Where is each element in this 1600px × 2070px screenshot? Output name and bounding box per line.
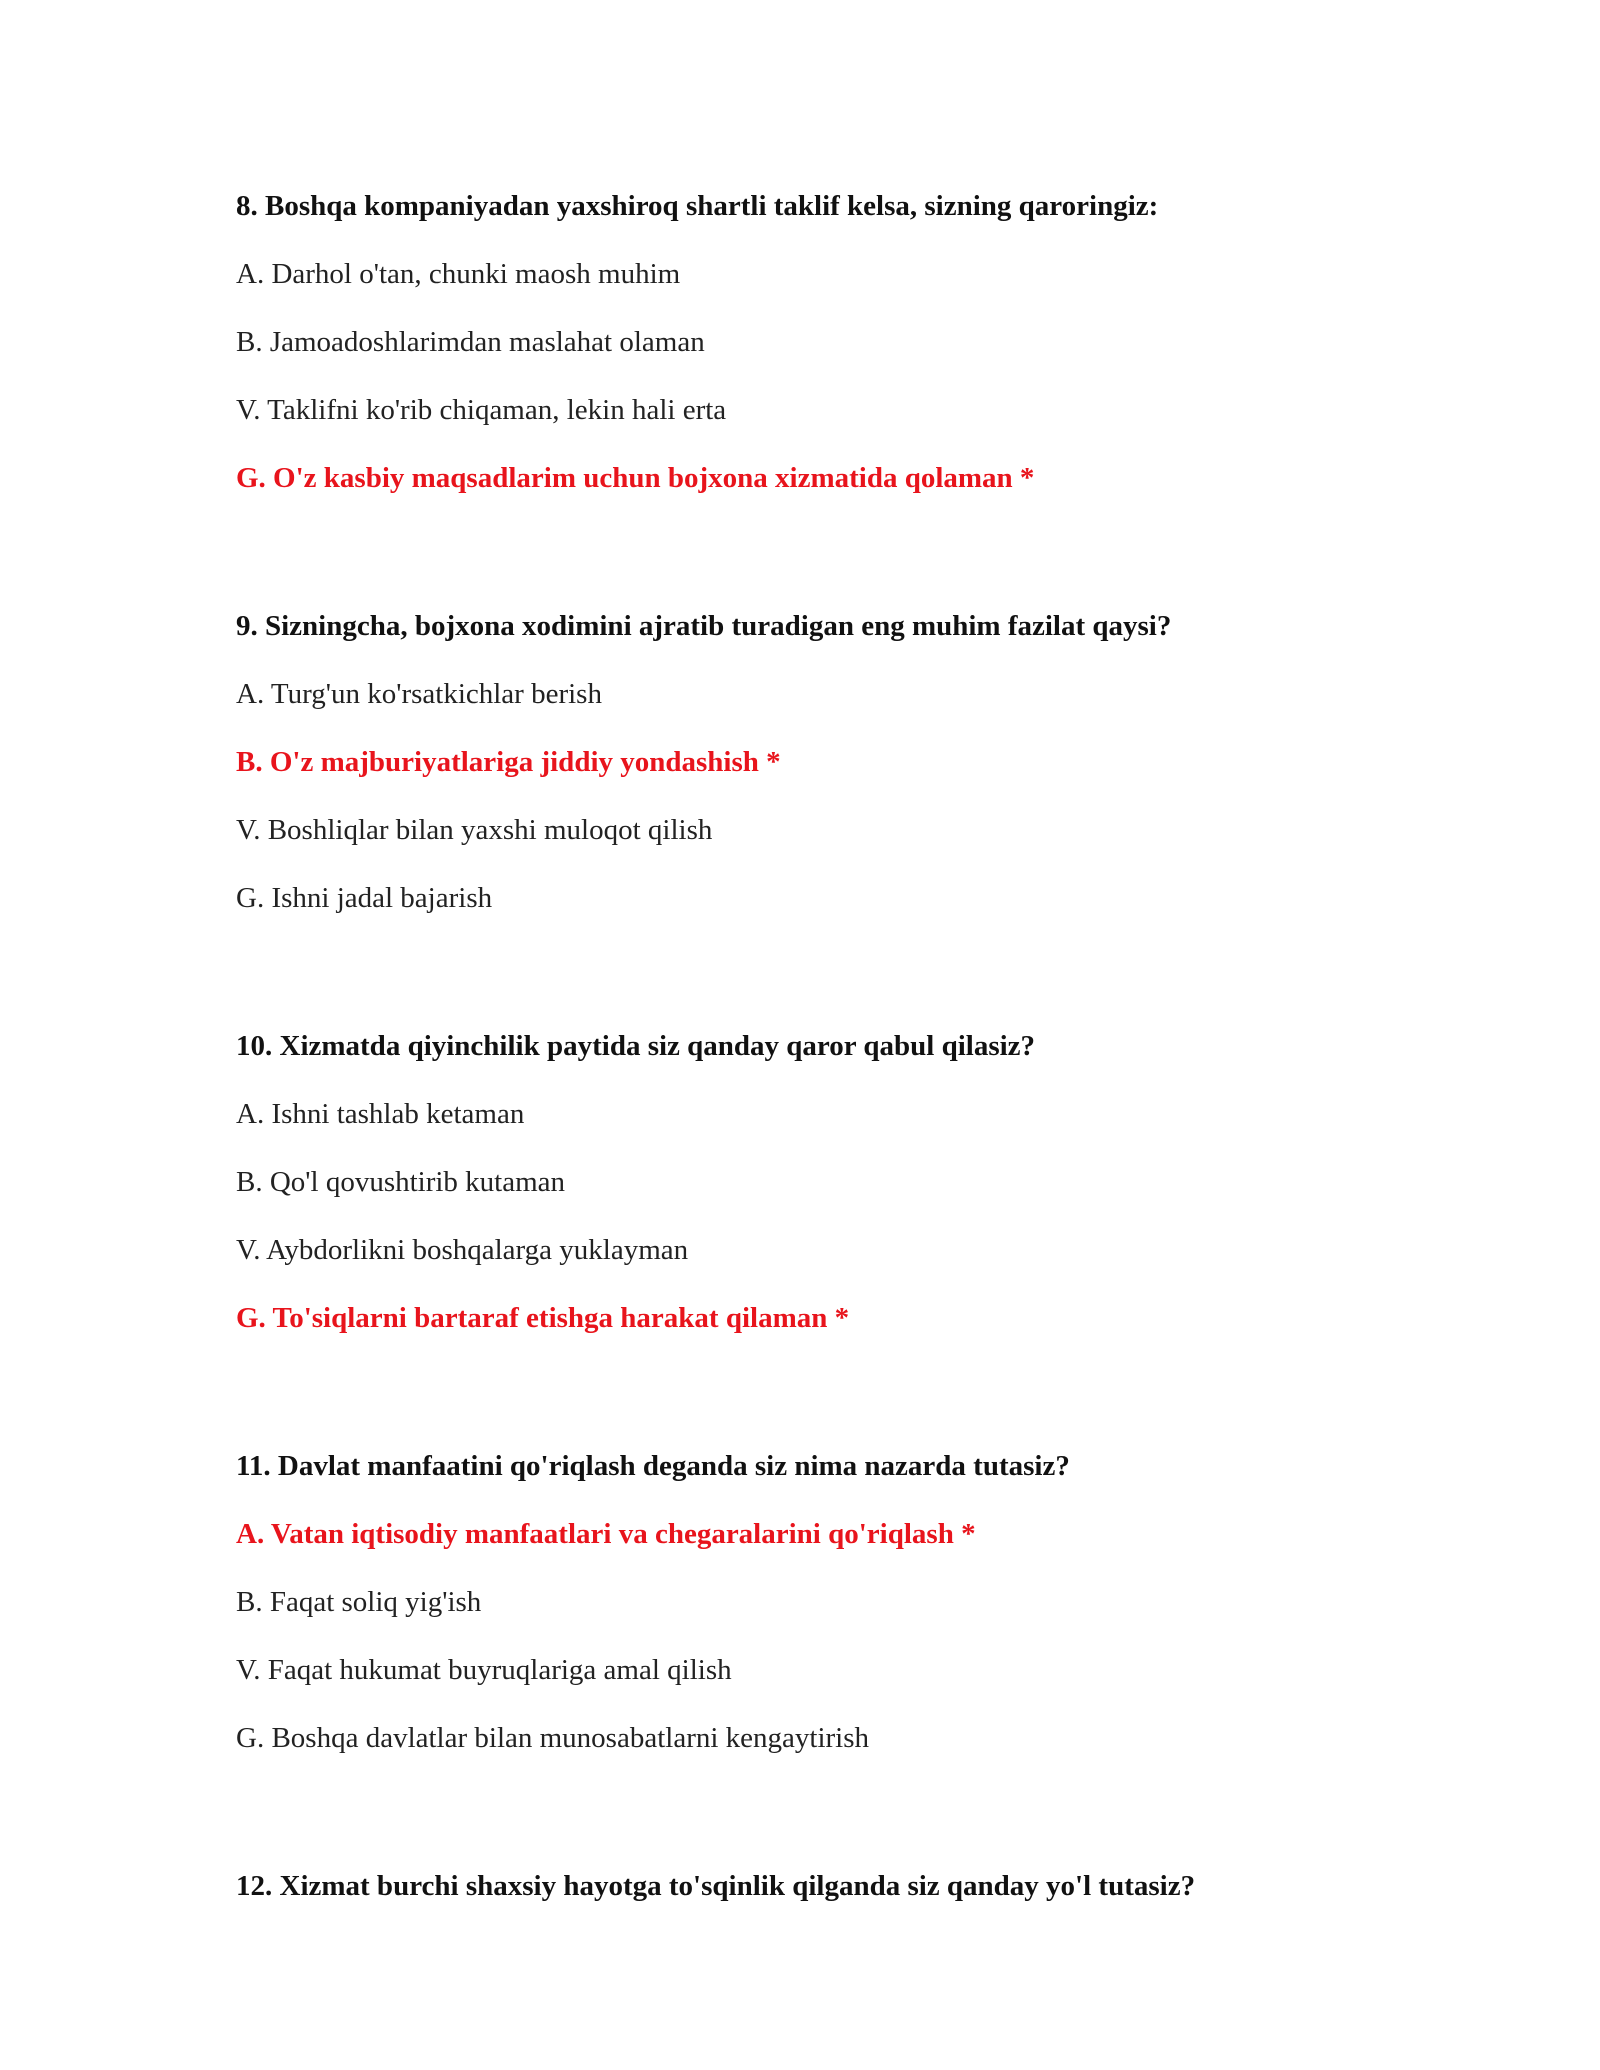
answer-option: G. Boshqa davlatlar bilan munosabatlarni kengaytirish bbox=[236, 1722, 870, 1754]
correct-answer-option: G. To'siqlarni bartaraf etishga harakat qilaman * bbox=[236, 1302, 850, 1334]
correct-answer-option: B. O'z majburiyatlariga jiddiy yondashish * bbox=[236, 746, 781, 778]
answer-option: B. Faqat soliq yig'ish bbox=[236, 1586, 482, 1618]
question-text: 12. Xizmat burchi shaxsiy hayotga to'sqinlik qilganda siz qanday yo'l tutasiz? bbox=[236, 1870, 1196, 1902]
question-block bbox=[236, 1446, 1436, 1758]
question-text: 11. Davlat manfaatini qo'riqlash deganda siz nima nazarda tutasiz? bbox=[236, 1450, 1070, 1482]
answer-option: A. Ishni tashlab ketaman bbox=[236, 1098, 525, 1130]
correct-answer-option: G. O'z kasbiy maqsadlarim uchun bojxona xizmatida qolaman * bbox=[236, 462, 1035, 494]
answer-option: B. Jamoadoshlarimdan maslahat olaman bbox=[236, 326, 705, 358]
answer-option: G. Ishni jadal bajarish bbox=[236, 882, 493, 914]
answer-option: A. Turg'un ko'rsatkichlar berish bbox=[236, 678, 602, 710]
answer-option: B. Qo'l qovushtirib kutaman bbox=[236, 1166, 566, 1198]
correct-answer-option: A. Vatan iqtisodiy manfaatlari va chegaralarini qo'riqlash * bbox=[236, 1518, 976, 1550]
answer-option: A. Darhol o'tan, chunki maosh muhim bbox=[236, 258, 681, 290]
question-text: 10. Xizmatda qiyinchilik paytida siz qanday qaror qabul qilasiz? bbox=[236, 1030, 1036, 1062]
question-block bbox=[236, 1866, 1436, 1906]
answer-option: V. Taklifni ko'rib chiqaman, lekin hali erta bbox=[236, 394, 727, 426]
question-text: 9. Sizningcha, bojxona xodimini ajratib turadigan eng muhim fazilat qaysi? bbox=[236, 610, 1172, 642]
question-block bbox=[236, 1026, 1436, 1338]
question-block bbox=[236, 186, 1436, 498]
answer-option: V. Aybdorlikni boshqalarga yuklayman bbox=[236, 1234, 689, 1266]
answer-option: V. Boshliqlar bilan yaxshi muloqot qilish bbox=[236, 814, 713, 846]
question-block bbox=[236, 606, 1436, 918]
question-text: 8. Boshqa kompaniyadan yaxshiroq shartli taklif kelsa, sizning qaroringiz: bbox=[236, 190, 1159, 222]
document-page bbox=[236, 186, 1436, 1934]
answer-option: V. Faqat hukumat buyruqlariga amal qilish bbox=[236, 1654, 732, 1686]
